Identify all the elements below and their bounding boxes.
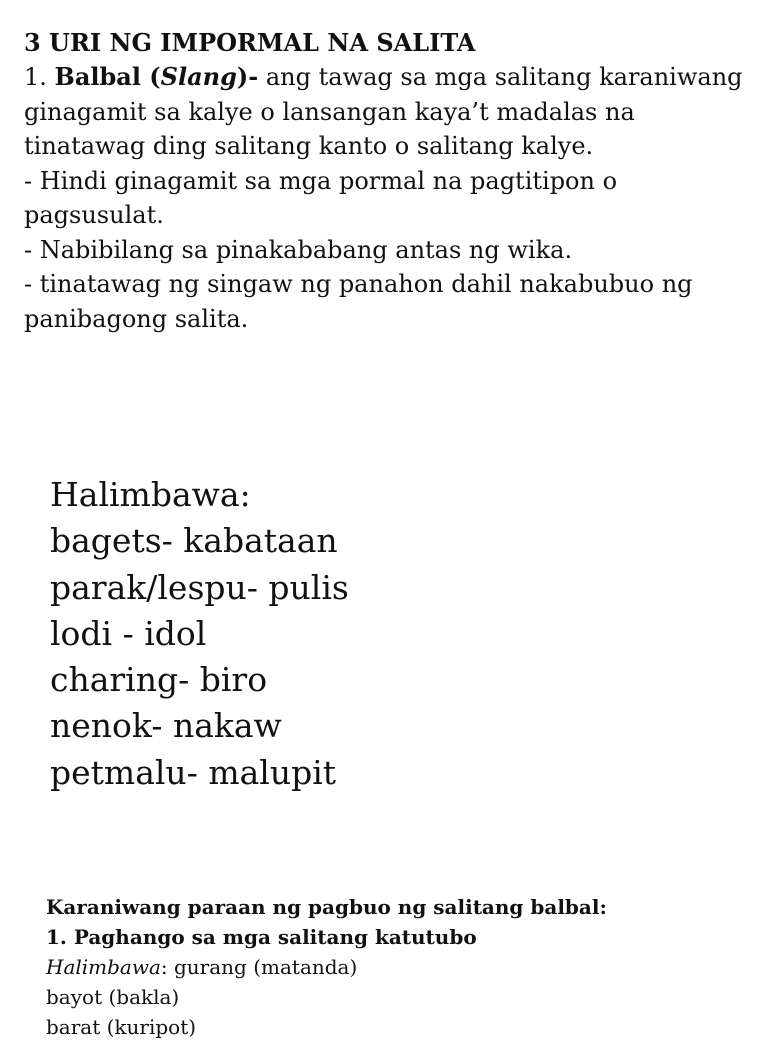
- term-slang: Slang: [160, 62, 237, 91]
- section-balbal: [24, 60, 754, 336]
- document-title: 3 URI NG IMPORMAL NA SALITA: [24, 28, 476, 57]
- example-label: Halimbawa: [46, 955, 161, 979]
- balbal-definition: [24, 60, 754, 164]
- paren-open: (: [140, 62, 161, 91]
- bullet-item: - Nabibilang sa pinakababang antas ng wika.: [24, 235, 573, 264]
- paren-close: )-: [236, 62, 259, 91]
- methods-subheading: 1. Paghango sa mga salitang katutubo: [46, 925, 477, 949]
- example-item: bagets- kabataan: [50, 521, 338, 561]
- examples-heading: Halimbawa:: [50, 475, 251, 514]
- bullet-item: - tinatawag ng singaw ng panahon dahil nakabubuo ng panibagong salita.: [24, 270, 693, 333]
- examples-list: [50, 472, 349, 796]
- example-item: petmalu- malupit: [50, 752, 337, 792]
- methods-section: [46, 892, 746, 1042]
- example-item: lodi - idol: [50, 613, 207, 653]
- example-item: nenok- nakaw: [50, 706, 282, 746]
- methods-heading: Karaniwang paraan ng pagbuo ng salitang balbal:: [46, 895, 607, 919]
- section-number: 1.: [24, 63, 55, 91]
- method-example-line: barat (kuripot): [46, 1015, 197, 1039]
- example-item: parak/lespu- pulis: [50, 567, 349, 607]
- method-example-line: bayot (bakla): [46, 985, 180, 1009]
- example-item: charing- biro: [50, 660, 268, 700]
- method-example-line: [46, 952, 746, 982]
- term-balbal: Balbal: [54, 62, 141, 91]
- example-first: : gurang (matanda): [160, 955, 358, 979]
- bullet-item: - Hindi ginagamit sa mga pormal na pagtitipon o pagsusulat.: [24, 166, 618, 229]
- definition-text: ang tawag sa mga salitang karaniwang ginagamit sa kalye o lansangan kaya’t madalas na tinatawag ding salitang kanto o salitang kalye.: [24, 63, 743, 160]
